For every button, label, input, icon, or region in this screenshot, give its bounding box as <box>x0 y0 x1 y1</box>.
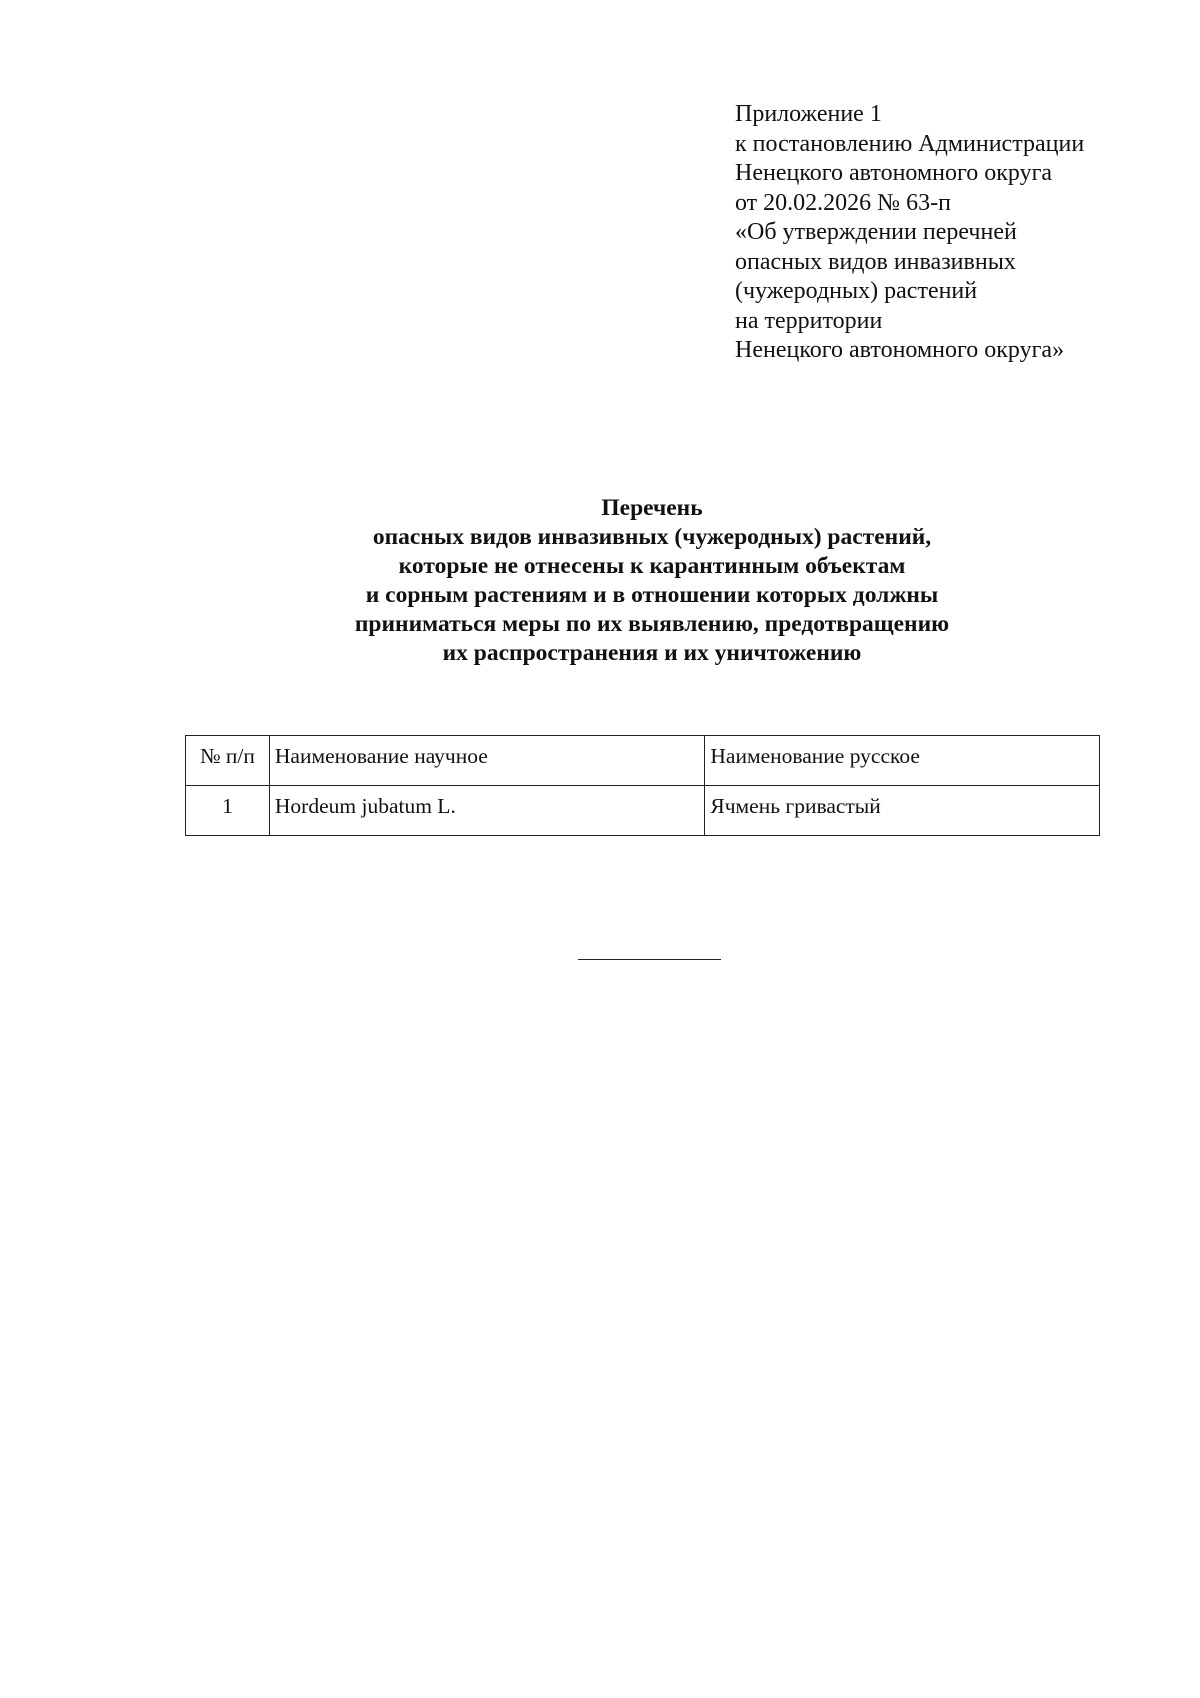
annex-block <box>735 100 1155 366</box>
title-line: и сорным растениям и в отношении которых должны <box>365 582 939 608</box>
annex-line: Ненецкого автономного округа» <box>735 337 1065 363</box>
cell-scientific-name: Hordeum jubatum L. <box>269 786 705 836</box>
cell-number: 1 <box>186 786 270 836</box>
title-line: Перечень <box>601 495 703 521</box>
header-russian-name: Наименование русское <box>705 736 1100 786</box>
title-line: опасных видов инвазивных (чужеродных) растений, <box>372 524 932 550</box>
plants-table <box>185 735 1100 836</box>
cell-russian-name: Ячмень гривастый <box>705 786 1100 836</box>
title-line: которые не отнесены к карантинным объектам <box>398 553 906 579</box>
annex-line: на территории <box>735 307 883 334</box>
annex-line: «Об утверждении перечней <box>735 219 1017 245</box>
table-header-row <box>186 736 1100 786</box>
title-line: приниматься меры по их выявлению, предотвращению <box>354 611 950 637</box>
document-title <box>200 494 1104 668</box>
end-divider-line <box>578 959 721 960</box>
header-scientific-name: Наименование научное <box>269 736 705 786</box>
annex-line: (чужеродных) растений <box>735 278 978 304</box>
annex-line: Приложение 1 <box>735 101 882 127</box>
annex-line: к постановлению Администрации <box>735 130 1085 157</box>
annex-line: от 20.02.2026 № 63-п <box>735 189 951 216</box>
table-row <box>186 786 1100 836</box>
annex-line: опасных видов инвазивных <box>735 248 1016 275</box>
annex-line: Ненецкого автономного округа <box>735 160 1053 186</box>
title-line: их распространения и их уничтожению <box>442 640 862 666</box>
header-number: № п/п <box>186 736 270 786</box>
